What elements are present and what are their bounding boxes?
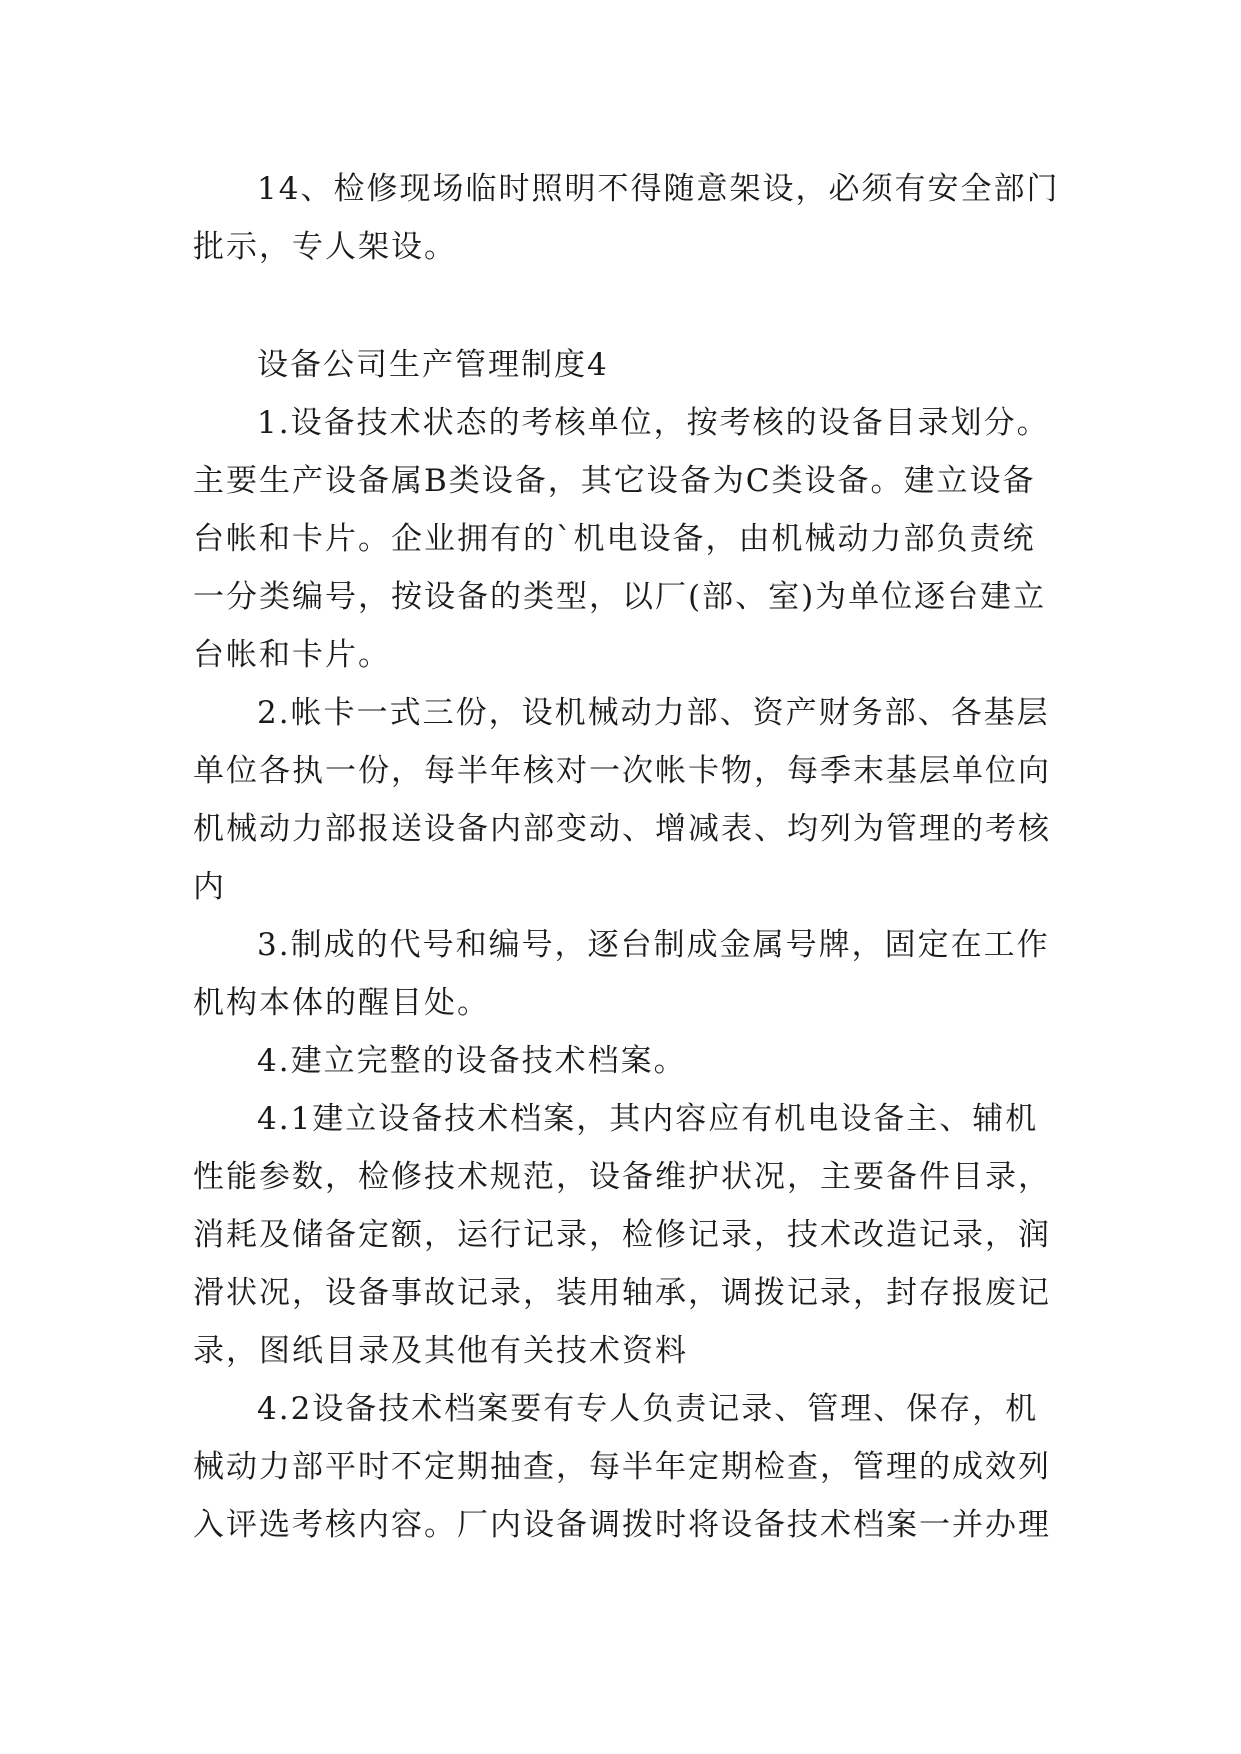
paragraph-1-line: 1.设备技术状态的考核单位，按考核的设备目录划分。 [257, 405, 1050, 441]
document-page [193, 160, 1060, 1554]
paragraph-1 [193, 394, 1053, 684]
paragraph-2-line: 内 [193, 869, 226, 905]
item-14-paragraph [193, 160, 1060, 276]
paragraph-1-line: 一分类编号，按设备的类型，以厂(部、室)为单位逐台建立 [193, 579, 1047, 615]
paragraph-4-1 [193, 1090, 1053, 1380]
section-spacer [193, 276, 1053, 336]
paragraph-4-2-line: 械动力部平时不定期抽查，每半年定期检查，管理的成效列 [193, 1449, 1051, 1485]
paragraph-3-line: 3.制成的代号和编号，逐台制成金属号牌，固定在工作 [257, 927, 1050, 963]
paragraph-4-1-line: 性能参数，检修技术规范，设备维护状况，主要备件目录， [193, 1159, 1051, 1195]
paragraph-4-2-line: 入评选考核内容。厂内设备调拨时将设备技术档案一并办理 [193, 1507, 1051, 1543]
item-14-line-2: 批示，专人架设。 [193, 229, 457, 265]
paragraph-1-line: 主要生产设备属B类设备，其它设备为C类设备。建立设备 [193, 463, 1036, 499]
paragraph-1-line: 台帐和卡片。企业拥有的`机电设备，由机械动力部负责统 [193, 521, 1036, 557]
paragraph-4-1-line: 录，图纸目录及其他有关技术资料 [193, 1333, 688, 1369]
paragraph-4-1-line: 滑状况，设备事故记录，装用轴承，调拨记录，封存报废记 [193, 1275, 1051, 1311]
paragraph-4-2 [193, 1380, 1053, 1554]
paragraph-3 [193, 916, 1053, 1032]
section-heading-block [193, 336, 1053, 394]
paragraph-3-line: 机构本体的醒目处。 [193, 985, 490, 1021]
paragraph-1-line: 台帐和卡片。 [193, 637, 391, 673]
item-14-line-1: 14、检修现场临时照明不得随意架设，必须有安全部门 [257, 171, 1060, 207]
paragraph-2 [193, 684, 1053, 916]
paragraph-4 [193, 1032, 1053, 1090]
paragraph-2-line: 2.帐卡一式三份，设机械动力部、资产财务部、各基层 [257, 695, 1050, 731]
paragraph-4-line: 4.建立完整的设备技术档案。 [257, 1043, 687, 1079]
paragraph-4-1-line: 消耗及储备定额，运行记录，检修记录，技术改造记录，润 [193, 1217, 1051, 1253]
paragraph-4-1-line: 4.1建立设备技术档案，其内容应有机电设备主、辅机 [257, 1101, 1039, 1137]
paragraph-2-line: 机械动力部报送设备内部变动、增减表、均列为管理的考核 [193, 811, 1051, 847]
paragraph-2-line: 单位各执一份，每半年核对一次帐卡物，每季末基层单位向 [193, 753, 1051, 789]
section-title: 设备公司生产管理制度4 [257, 347, 609, 383]
paragraph-4-2-line: 4.2设备技术档案要有专人负责记录、管理、保存，机 [257, 1391, 1039, 1427]
